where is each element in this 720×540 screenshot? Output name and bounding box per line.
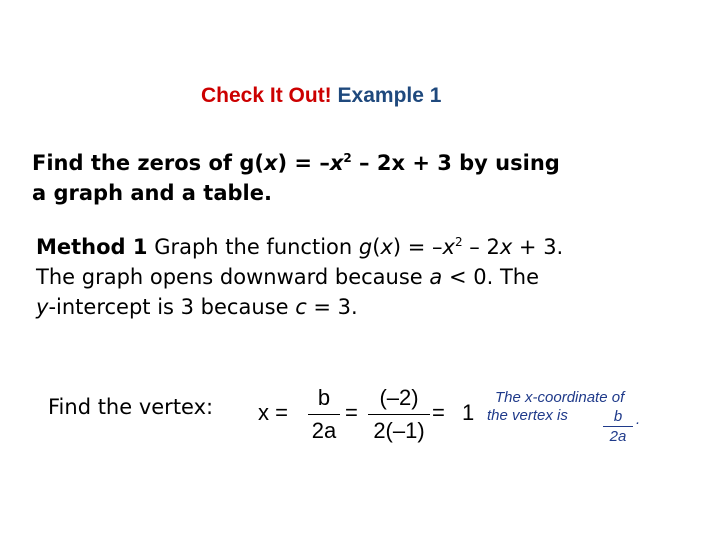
method-description [36,232,563,322]
vertex-fraction-substituted [368,385,430,444]
problem-text: Find the zeros of g( [32,151,264,175]
method-var: y [36,295,49,319]
method-text: Graph the function [147,235,359,259]
problem-exponent: 2 [343,151,352,165]
method-line-2 [36,262,563,292]
note-line-2: the vertex is [487,407,568,424]
method-text: -intercept is 3 because [48,295,296,319]
note-fraction [603,408,633,445]
method-var: x [380,235,393,259]
heading-check-it-out: Check It Out! [201,84,332,107]
method-label: Method 1 [36,235,148,259]
method-line-3 [36,292,563,322]
method-var: c [295,295,307,319]
equals-sign: = [432,400,445,425]
fraction-numerator: b [317,385,331,410]
method-var: x [499,235,513,259]
method-var: x [442,235,455,259]
method-line-1 [36,232,563,262]
equals-sign: = [345,400,358,425]
vertex-label: Find the vertex: [48,395,214,419]
slide-heading [201,84,441,108]
method-text: + 3. [512,235,564,259]
fraction-denominator: 2a [311,418,337,443]
note-line-1: The x-coordinate of [495,389,625,406]
problem-text: ) = – [277,151,330,175]
problem-statement [32,148,560,208]
problem-text: – 2x + 3 by using [351,151,560,175]
fraction-bar [368,414,430,415]
problem-line-2: a graph and a table. [32,181,272,205]
fraction-bar [308,414,340,415]
method-text: ) = – [392,235,443,259]
note-period: . [636,411,641,428]
fraction-denominator: 2a [609,428,627,445]
heading-example: Example 1 [337,84,442,107]
problem-line-1 [32,148,560,178]
method-text: – 2 [462,235,500,259]
problem-var: x [329,151,344,175]
fraction-bar [603,426,633,427]
method-var: a [429,265,443,289]
method-text: The graph opens downward because [36,265,430,289]
method-var: g [358,235,373,259]
fraction-numerator: (–2) [379,385,419,410]
vertex-x-equals: x = [258,400,288,425]
method-text: ( [372,235,381,259]
problem-var: x [263,151,278,175]
method-text: < 0. The [442,265,539,289]
fraction-numerator: b [613,408,623,425]
vertex-fraction-formula [308,385,340,444]
vertex-result: 1 [462,400,475,425]
method-exponent: 2 [454,235,463,249]
method-text: = 3. [306,295,358,319]
fraction-denominator: 2(–1) [373,418,425,443]
